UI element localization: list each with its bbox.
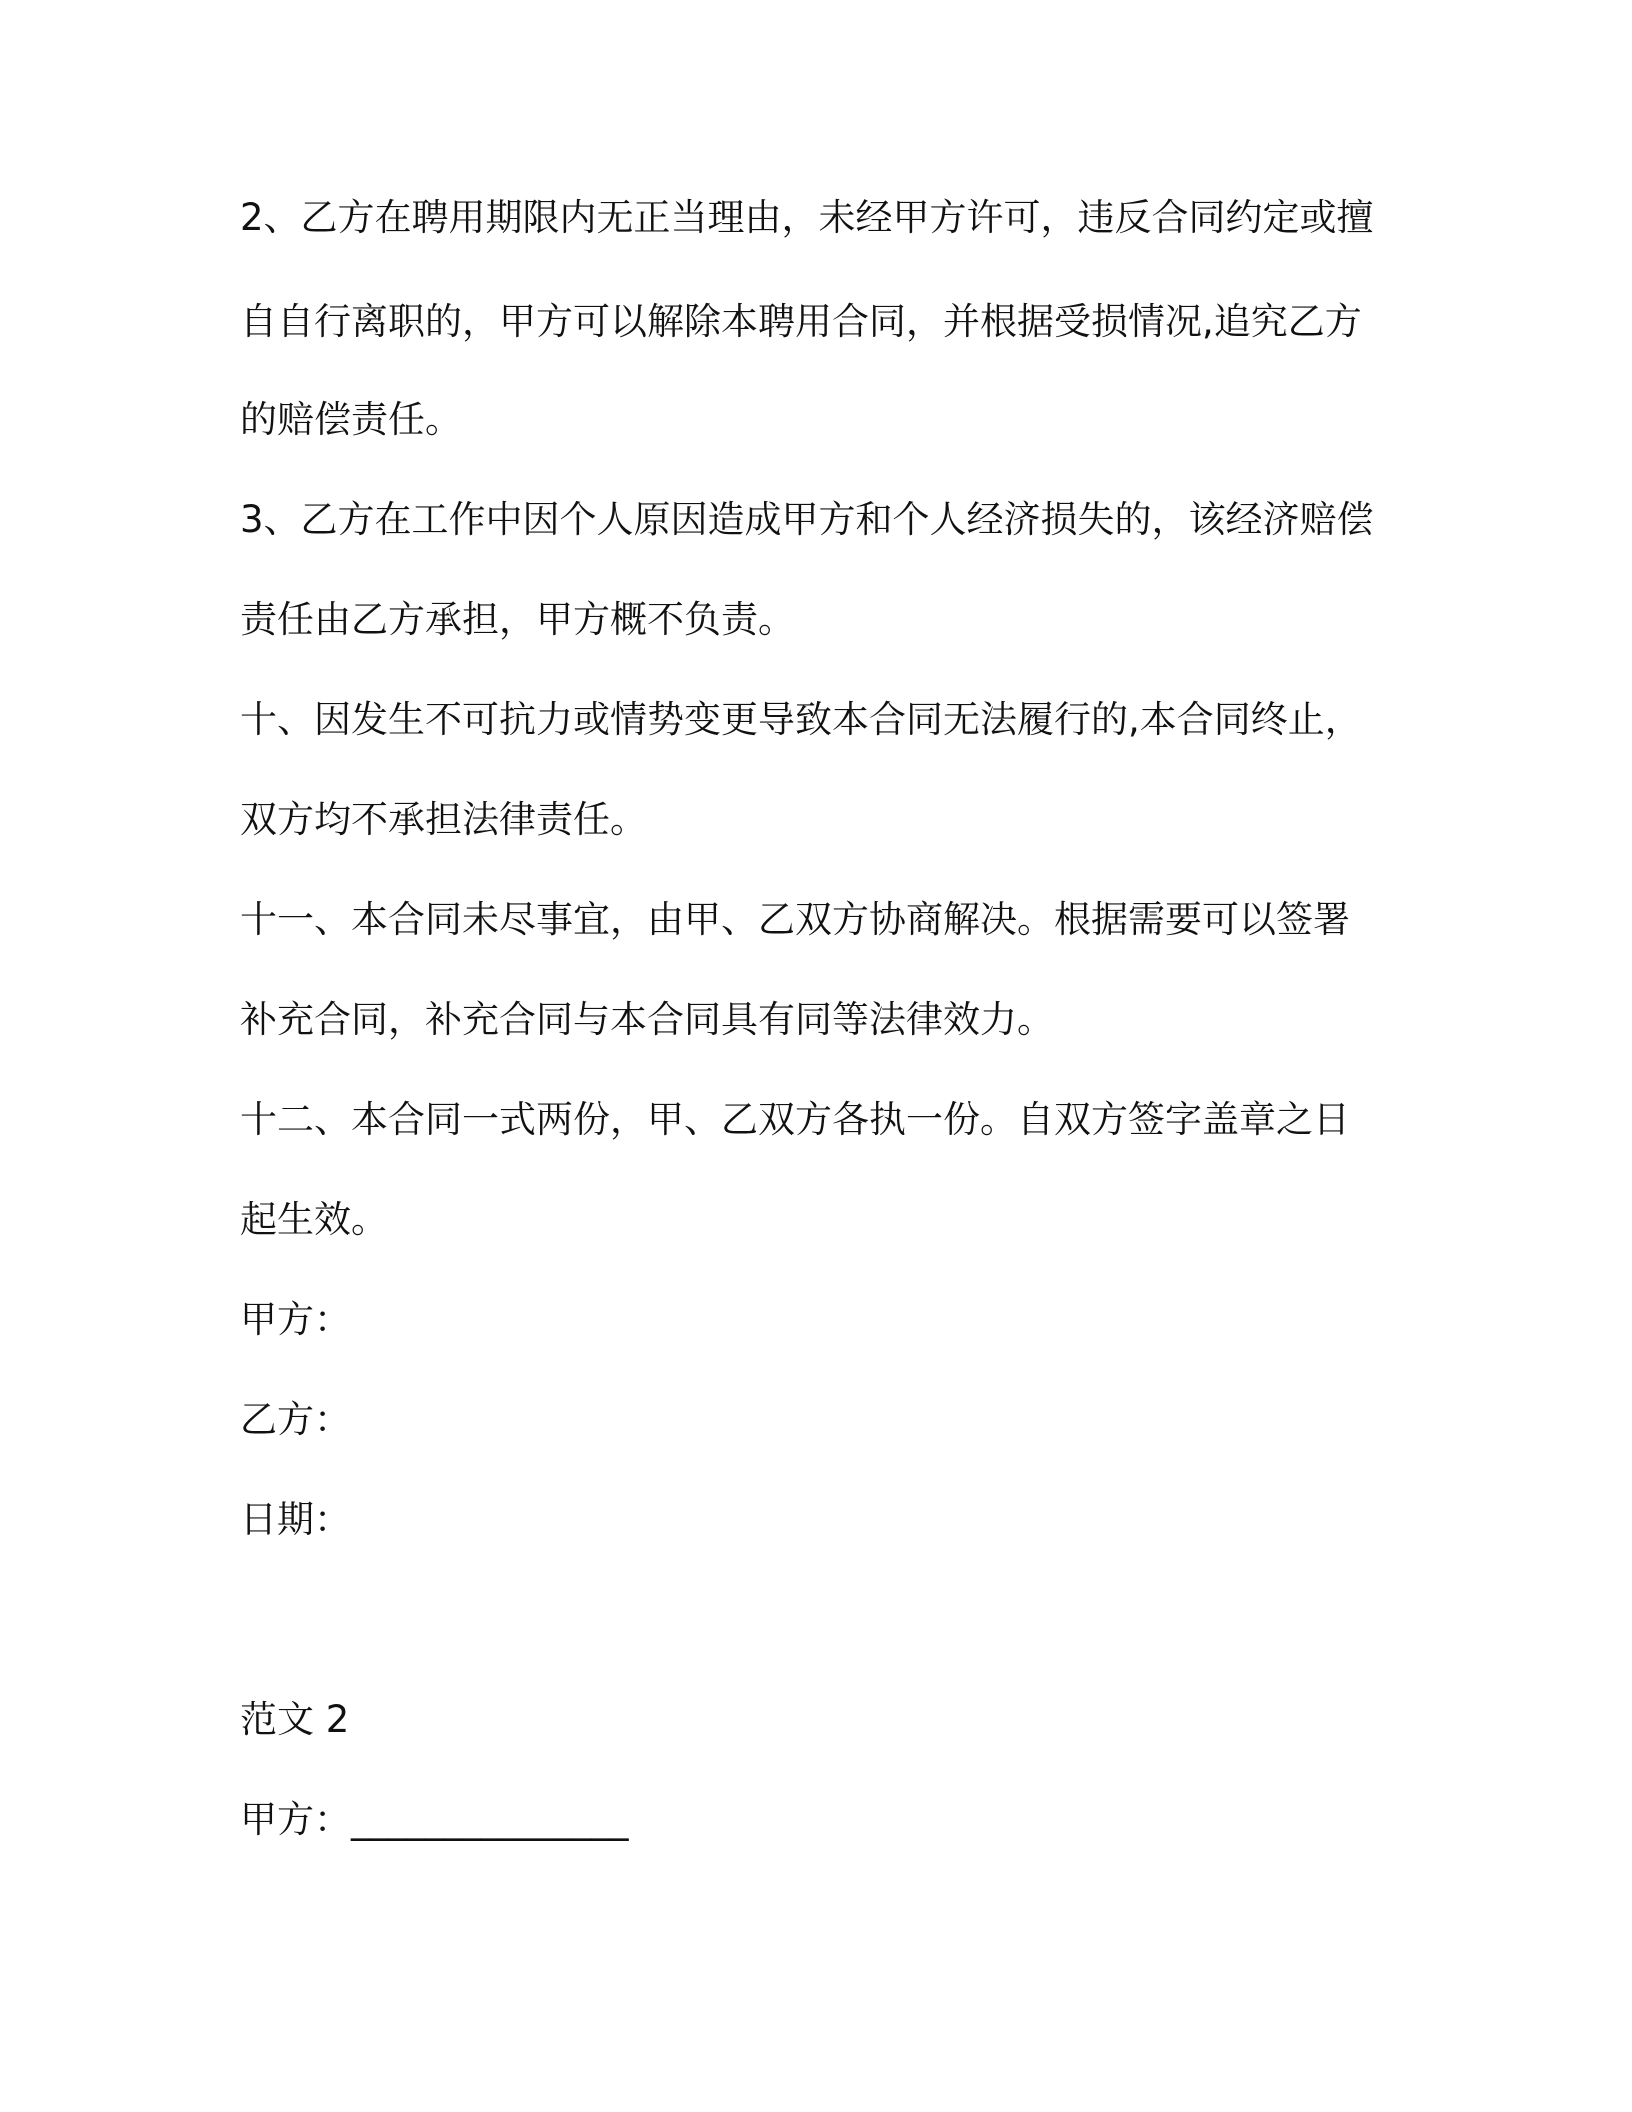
clause-11-line-2: 补充合同，补充合同与本合同具有同等法律效力。: [240, 998, 1054, 1041]
clause-12-line-2: 起生效。: [240, 1198, 388, 1241]
sample-2-party-a-line: 甲方：_______________: [240, 1798, 629, 1841]
sample-2-heading: 范文 2: [240, 1698, 350, 1741]
clause-3-line-1: 3、乙方在工作中因个人原因造成甲方和个人经济损失的，该经济赔偿: [240, 498, 1374, 541]
clause-2-line-2: 自自行离职的，甲方可以解除本聘用合同，并根据受损情况,追究乙方: [240, 300, 1362, 343]
clause-3-line-2: 责任由乙方承担，甲方概不负责。: [240, 598, 795, 641]
party-a-signature-line: 甲方：: [240, 1298, 351, 1341]
clause-2-line-3: 的赔偿责任。: [240, 398, 462, 441]
date-line: 日期：: [240, 1498, 351, 1541]
clause-10-line-2: 双方均不承担法律责任。: [240, 798, 647, 841]
party-b-signature-line: 乙方：: [240, 1398, 351, 1441]
clause-11-line-1: 十一、本合同未尽事宜，由甲、乙双方协商解决。根据需要可以签署: [240, 898, 1350, 941]
clause-2-line-1: 2、乙方在聘用期限内无正当理由，未经甲方许可，违反合同约定或擅: [240, 196, 1374, 239]
clause-10-line-1: 十、因发生不可抗力或情势变更导致本合同无法履行的,本合同终止，: [240, 698, 1362, 741]
clause-12-line-1: 十二、本合同一式两份，甲、乙双方各执一份。自双方签字盖章之日: [240, 1098, 1350, 1141]
